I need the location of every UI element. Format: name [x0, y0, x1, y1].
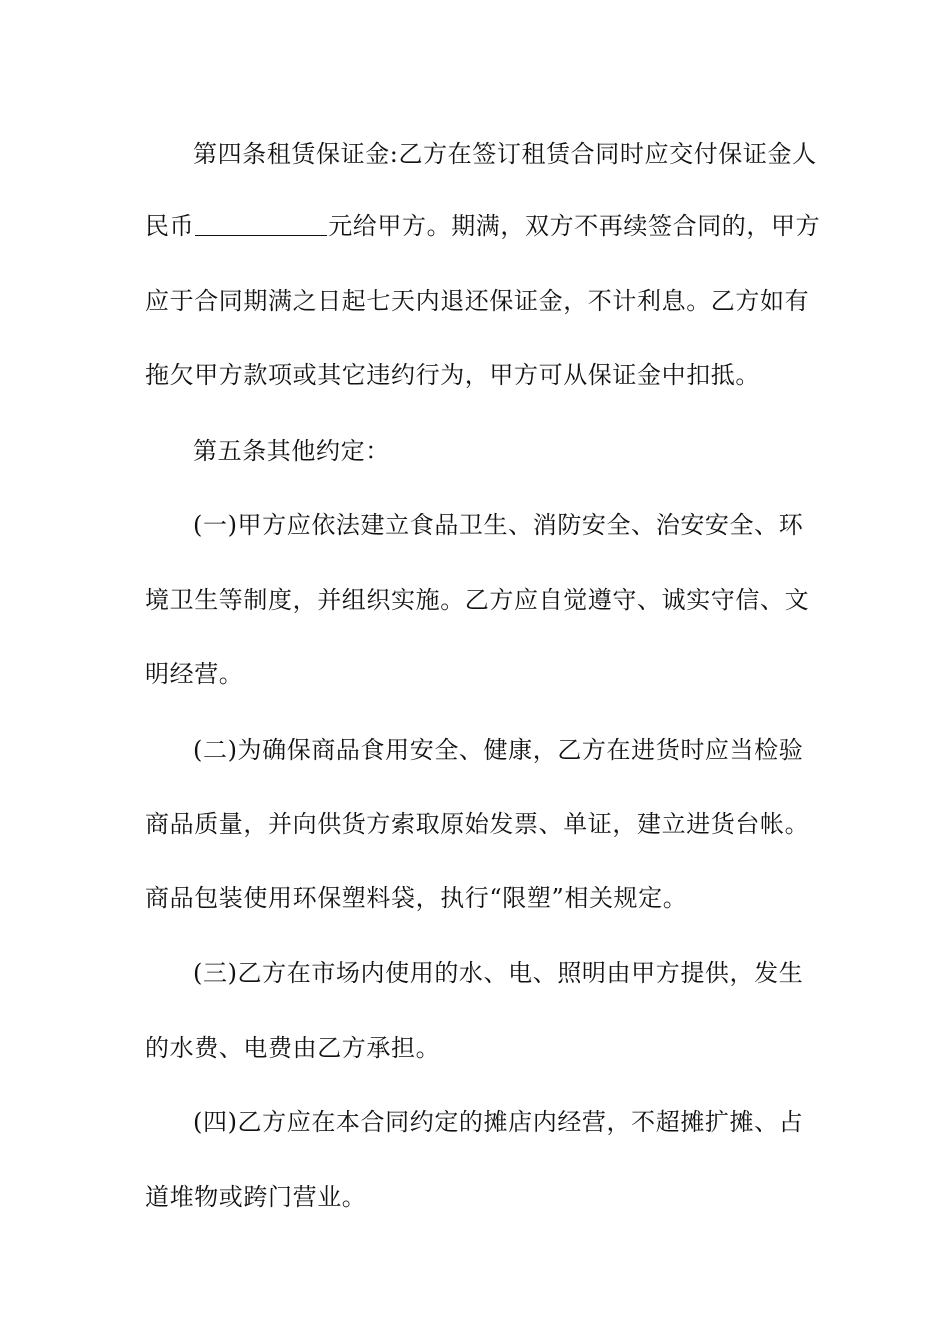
article5-item2-line3: 商品包装使用环保塑料袋，执行“限塑”相关规定。	[145, 884, 688, 912]
amount-blank	[195, 215, 327, 236]
article4-line2-post: 元给甲方。期满，双方不再续签合同的，甲方	[328, 212, 821, 240]
article5-item4-line1: (四)乙方应在本合同约定的摊店内经营，不超摊扩摊、占	[193, 1108, 804, 1136]
article5-item2-line1: (二)为确保商品食用安全、健康，乙方在进货时应当检验	[193, 736, 804, 764]
article5-item1-line3: 明经营。	[145, 660, 244, 688]
article5-item4-line2: 道堆物或跨门营业。	[145, 1183, 367, 1211]
article4-line4: 拖欠甲方款项或其它违约行为，甲方可从保证金中扣抵。	[145, 361, 760, 389]
article5-item2-line2: 商品质量，并向供货方索取原始发票、单证，建立进货台帐。	[145, 810, 810, 838]
article5-item3-line2: 的水费、电费由乙方承担。	[145, 1034, 441, 1062]
article4-line3: 应于合同期满之日起七天内退还保证金，不计利息。乙方如有	[145, 287, 810, 315]
article5-heading: 第五条其他约定：	[193, 437, 390, 465]
article4-line2-pre: 民币	[145, 212, 195, 240]
article5-item1-line1: (一)甲方应依法建立食品卫生、消防安全、治安安全、环	[193, 511, 804, 539]
article4-line2	[145, 211, 821, 241]
article5-item1-line2: 境卫生等制度，并组织实施。乙方应自觉遵守、诚实守信、文	[145, 586, 810, 614]
article5-item3-line1: (三)乙方在市场内使用的水、电、照明由甲方提供，发生	[193, 959, 804, 987]
article4-line1: 第四条租赁保证金:乙方在签订租赁合同时应交付保证金人	[193, 140, 817, 168]
